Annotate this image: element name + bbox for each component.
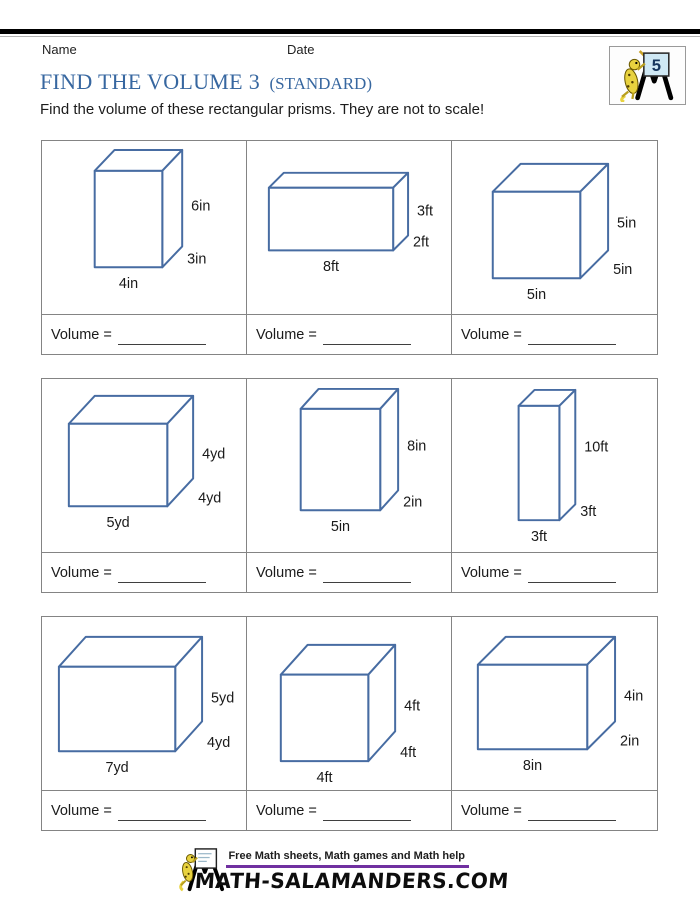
dimension-label-height: 8in [407,438,427,455]
dimension-label-depth: 4yd [198,490,222,507]
dimension-label-height: 4ft [404,698,421,715]
volume-answer-cell [42,791,247,830]
volume-label: Volume = [461,326,522,343]
worksheet-grids [41,140,658,854]
footer [0,847,700,893]
volume-blank-line [118,807,206,821]
page-title-suffix: (STANDARD) [269,74,372,93]
prism-front-face [301,409,381,510]
prism-cell [247,141,452,315]
rectangular-prism-figure [42,141,246,314]
dimension-label-width: 4in [118,276,139,293]
volume-blank-line [528,569,616,583]
dimension-label-height: 4in [624,688,644,705]
logo-badge-number: 5 [651,55,661,75]
footer-wordmark-link[interactable]: MATH-SALAMANDERS.COM [194,869,511,893]
dimension-label-depth: 3in [187,251,207,268]
dimension-label-depth: 5in [613,262,633,279]
dimension-label-depth: 2in [403,494,423,511]
prism-cell [452,141,657,315]
volume-label: Volume = [256,564,317,581]
top-rule-shadow [0,36,700,37]
volume-blank-line [323,807,411,821]
volume-label: Volume = [51,802,112,819]
prism-side-face [559,390,575,520]
volume-label: Volume = [461,564,522,581]
dimension-label-depth: 2ft [413,234,430,251]
top-rule [0,29,700,34]
prism-front-face [493,192,580,279]
dimension-label-width: 7yd [105,760,129,777]
dimension-label-height: 10ft [584,439,609,456]
rectangular-prism-figure [452,617,657,790]
volume-answer-cell [452,791,657,830]
rectangular-prism-figure [42,617,246,790]
salamander-easel-icon [615,50,681,102]
page-title [40,69,372,95]
dimension-label-depth: 4ft [400,745,417,762]
dimension-label-width: 3ft [530,529,548,546]
dimension-label-height: 5in [617,215,637,232]
instructions-text: Find the volume of these rectangular prisms. They are not to scale! [40,101,485,118]
volume-blank-line [323,331,411,345]
dimension-label-height: 6in [191,198,211,215]
prism-front-face [69,424,167,507]
worksheet-grid [41,140,658,355]
prism-front-face [269,188,393,251]
dimension-label-depth: 4yd [207,735,231,752]
dimension-label-width: 8ft [322,259,340,276]
prism-cell [42,617,247,791]
rectangular-prism-figure [247,379,451,552]
rectangular-prism-figure [452,379,657,552]
page-title-main: FIND THE VOLUME 3 [40,69,261,94]
salamander-logo [609,46,686,105]
dimension-label-width: 8in [522,758,543,775]
dimension-label-width: 5in [526,287,547,304]
rectangular-prism-figure [247,617,451,790]
volume-answer-cell [42,553,247,592]
prism-top-face [269,173,408,188]
prism-side-face [380,389,398,510]
volume-blank-line [118,331,206,345]
dimension-label-height: 4yd [202,446,226,463]
volume-blank-line [528,807,616,821]
worksheet-grid [41,378,658,593]
volume-blank-line [118,569,206,583]
dimension-label-width: 5in [330,519,351,536]
volume-label: Volume = [256,802,317,819]
prism-cell [247,379,452,553]
date-label: Date [287,42,315,57]
prism-front-face [281,675,368,762]
volume-answer-cell [452,553,657,592]
prism-cell [42,141,247,315]
prism-front-face [59,667,175,752]
prism-side-face [393,173,408,251]
volume-answer-cell [247,315,452,354]
prism-side-face [162,150,182,267]
dimension-label-height: 5yd [211,690,235,707]
prism-cell [247,617,452,791]
volume-blank-line [323,569,411,583]
volume-label: Volume = [461,802,522,819]
dimension-label-depth: 3ft [580,504,597,521]
prism-cell [42,379,247,553]
volume-answer-cell [247,791,452,830]
volume-answer-cell [247,553,452,592]
volume-blank-line [528,331,616,345]
rectangular-prism-figure [42,379,246,552]
prism-front-face [95,171,163,267]
prism-front-face [478,665,587,750]
dimension-label-width: 5yd [106,515,130,532]
footer-tagline: Free Math sheets, Math games and Math help [226,847,469,868]
volume-answer-cell [452,315,657,354]
worksheet-grid [41,616,658,831]
dimension-label-width: 4ft [316,770,333,787]
prism-front-face [519,406,560,520]
prism-cell [452,617,657,791]
volume-answer-cell [42,315,247,354]
dimension-label-height: 3ft [417,203,434,220]
prism-cell [452,379,657,553]
volume-label: Volume = [256,326,317,343]
volume-label: Volume = [51,326,112,343]
dimension-label-depth: 2in [620,733,640,750]
rectangular-prism-figure [247,141,451,314]
name-label: Name [42,42,77,57]
rectangular-prism-figure [452,141,657,314]
volume-label: Volume = [51,564,112,581]
